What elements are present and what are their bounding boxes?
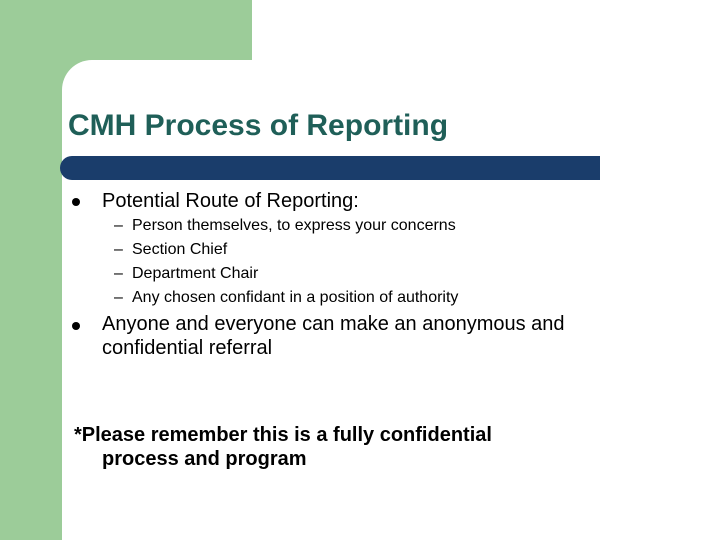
slide-title: CMH Process of Reporting: [68, 109, 449, 142]
sub-list-item: [114, 287, 634, 309]
sub-list-text: Section Chief: [132, 241, 228, 258]
note-line-1: *Please remember this is a fully confidential: [74, 424, 492, 446]
bullet-item: [68, 313, 688, 361]
sub-list-text: Department Chair: [132, 265, 259, 282]
bullet-text-line-2: confidential referral: [102, 337, 273, 359]
decorative-green-strip-left: [0, 0, 62, 540]
sub-list-text: Any chosen confidant in a position of authority: [132, 289, 459, 306]
sub-list-item: [114, 263, 634, 285]
dash-icon: –: [114, 217, 123, 234]
note-line-2: process and program: [102, 448, 307, 470]
sub-list-item: [114, 215, 634, 237]
bullet-item: [68, 190, 688, 214]
bullet-text: Potential Route of Reporting:: [102, 190, 359, 212]
sub-list-text: Person themselves, to express your concerns: [132, 217, 456, 234]
sub-list-item: [114, 239, 634, 261]
bullet-dot-icon: [72, 322, 80, 330]
dash-icon: –: [114, 241, 123, 258]
dash-icon: –: [114, 289, 123, 306]
dash-icon: –: [114, 265, 123, 282]
bullet-dot-icon: [72, 198, 80, 206]
confidentiality-note: [74, 423, 492, 471]
title-underline-bar: [60, 156, 600, 180]
bullet-text-line-1: Anyone and everyone can make an anonymous and: [102, 313, 565, 335]
